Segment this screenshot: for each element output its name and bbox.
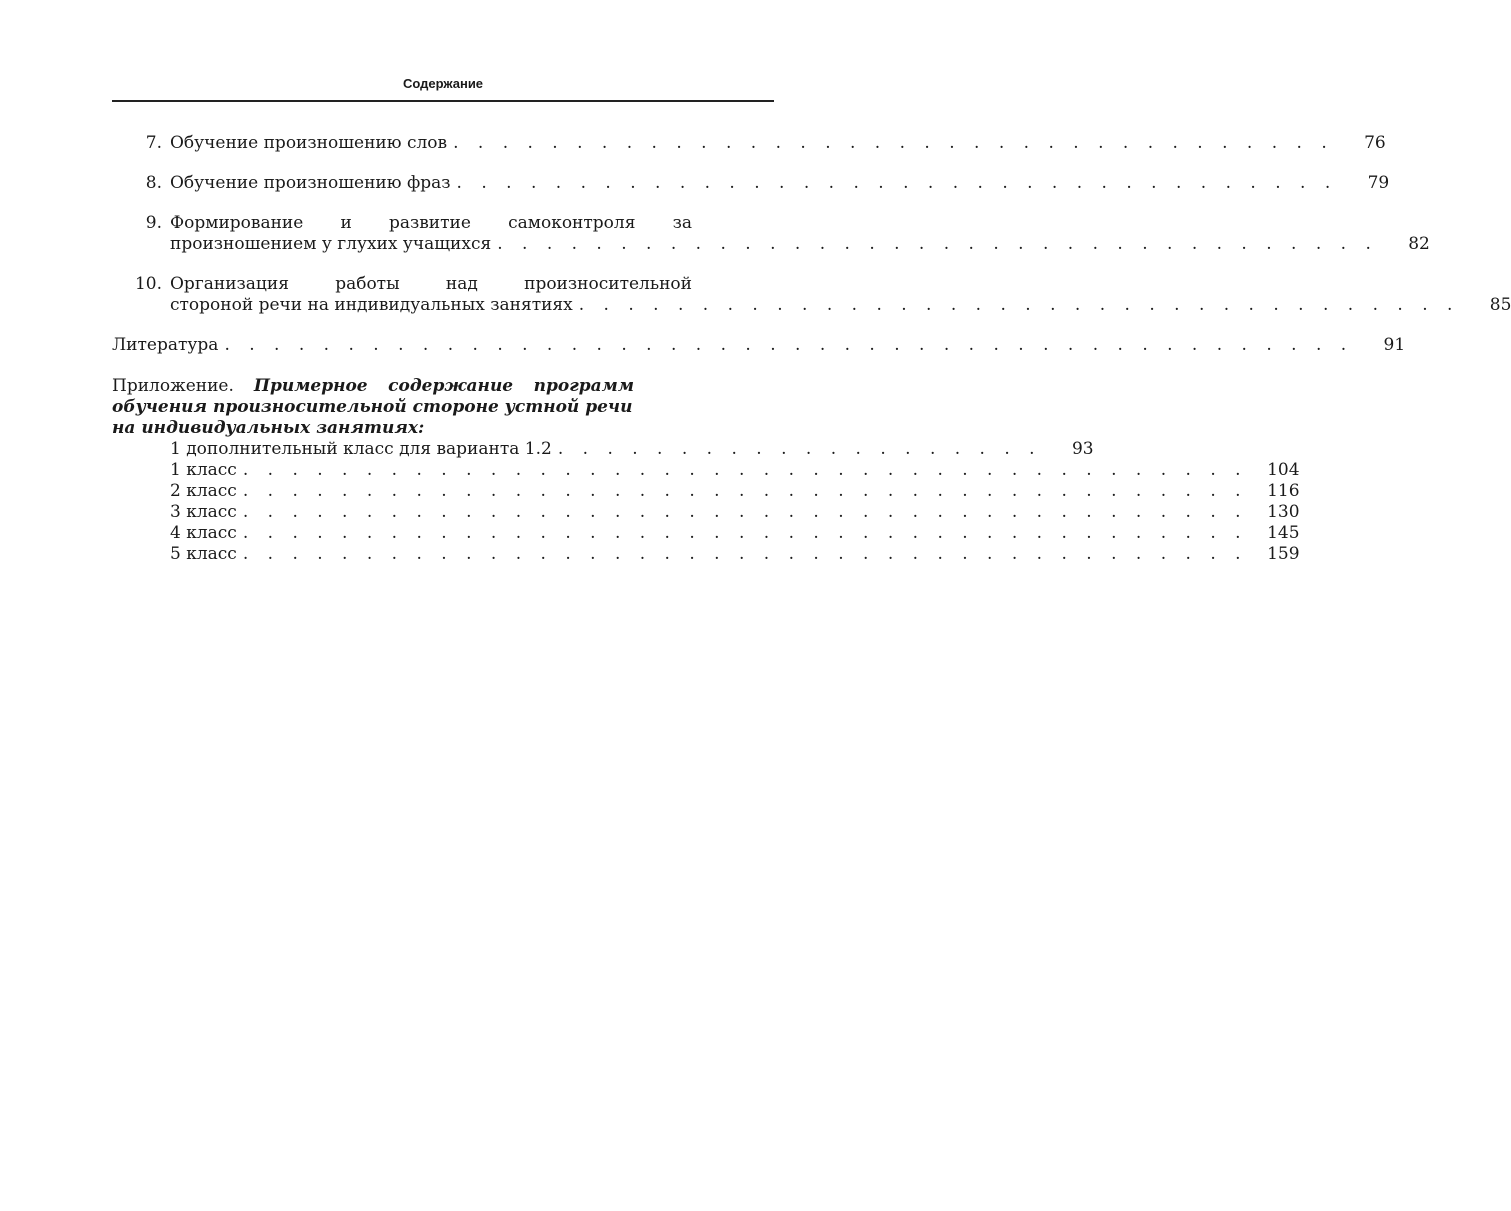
toc-entry-8[interactable]	[112, 173, 1390, 194]
appendix-item[interactable]	[112, 439, 1094, 460]
toc-appendix	[112, 376, 1300, 565]
entry-title-line-1: Организация работы над произносительной	[170, 274, 692, 294]
entry-number: 8.	[145, 173, 162, 193]
appendix-item[interactable]	[112, 502, 1300, 523]
entry-page: 79	[1367, 173, 1390, 193]
leader-dots: . . . . . . . . . . . . . . . . . . . . . . . . . . . . . . . . . . . . . . . . . . . . . .	[224, 335, 1354, 355]
appendix-item-page: 104	[1267, 460, 1300, 480]
toc-entry-7[interactable]	[112, 133, 1386, 154]
appendix-title-part-2: обучения произносительной стороне устной речи	[112, 397, 633, 417]
appendix-label: Приложение.	[112, 376, 234, 396]
entry-page: 76	[1364, 133, 1386, 153]
entry-title: Литература	[112, 335, 219, 355]
header-rule	[112, 100, 774, 102]
appendix-item[interactable]	[112, 523, 1300, 544]
entry-title: Обучение произношению фраз	[170, 173, 451, 193]
appendix-item-page: 159	[1267, 544, 1300, 564]
leader-dots: . . . . . . . . . . . . . . . . . . . . . . . . . . . . . . . . . . . .	[497, 234, 1378, 254]
toc-entry-10[interactable]	[112, 274, 1511, 316]
leader-dots: . . . . . . . . . . . . . . . . . . . . . . . . . . . . . . . . . . . . . . . . .	[242, 460, 1248, 480]
appendix-item-title: 1 класс	[170, 460, 237, 480]
appendix-item-title: 5 класс	[170, 544, 237, 564]
appendix-item-title: 1 дополнительный класс для варианта 1.2	[170, 439, 552, 459]
entry-page: 82	[1408, 234, 1430, 254]
leader-dots: . . . . . . . . . . . . . . . . . . . . . . . . . . . . . . . . . . . .	[456, 173, 1338, 193]
appendix-item-page: 116	[1267, 481, 1300, 501]
appendix-item[interactable]	[112, 481, 1300, 502]
appendix-item[interactable]	[112, 544, 1300, 565]
entry-title-line-1: Формирование и развитие самоконтроля за	[170, 213, 692, 233]
leader-dots: . . . . . . . . . . . . . . . . . . . .	[557, 439, 1042, 459]
entry-page: 85	[1489, 295, 1511, 315]
leader-dots: . . . . . . . . . . . . . . . . . . . . . . . . . . . . . . . . . . . . . . . . .	[242, 544, 1248, 564]
toc-entry-literature[interactable]	[112, 335, 1406, 356]
appendix-item-title: 4 класс	[170, 523, 237, 543]
entry-title-line-2: произношением у глухих учащихся	[170, 234, 492, 254]
entry-number: 7.	[145, 133, 162, 153]
appendix-title-part-3: на индивидуальных занятиях:	[112, 418, 425, 438]
toc-entry-9[interactable]	[112, 213, 1430, 255]
appendix-item-title: 3 класс	[170, 502, 237, 522]
appendix-item-title: 2 класс	[170, 481, 237, 501]
leader-dots: . . . . . . . . . . . . . . . . . . . . . . . . . . . . . . . . . . . .	[578, 295, 1460, 315]
entry-page: 91	[1383, 335, 1406, 355]
appendix-title-part-1: Примерное содержание программ	[253, 376, 634, 396]
leader-dots: . . . . . . . . . . . . . . . . . . . . . . . . . . . . . . . . . . . . . . . . .	[242, 523, 1248, 543]
appendix-item-page: 145	[1267, 523, 1300, 543]
entry-title-line-2: стороной речи на индивидуальных занятиях	[170, 295, 573, 315]
appendix-item-page: 130	[1267, 502, 1300, 522]
appendix-item-page: 93	[1071, 439, 1094, 459]
entry-number: 10.	[134, 274, 162, 294]
leader-dots: . . . . . . . . . . . . . . . . . . . . . . . . . . . . . . . . . . . .	[453, 133, 1334, 153]
entry-number: 9.	[145, 213, 162, 233]
running-head: Содержание	[402, 76, 484, 91]
leader-dots: . . . . . . . . . . . . . . . . . . . . . . . . . . . . . . . . . . . . . . . . .	[242, 502, 1248, 522]
entry-title: Обучение произношению слов	[170, 133, 448, 153]
appendix-heading-line-1	[112, 376, 634, 397]
leader-dots: . . . . . . . . . . . . . . . . . . . . . . . . . . . . . . . . . . . . . . . . .	[242, 481, 1248, 501]
appendix-item[interactable]	[112, 460, 1300, 481]
